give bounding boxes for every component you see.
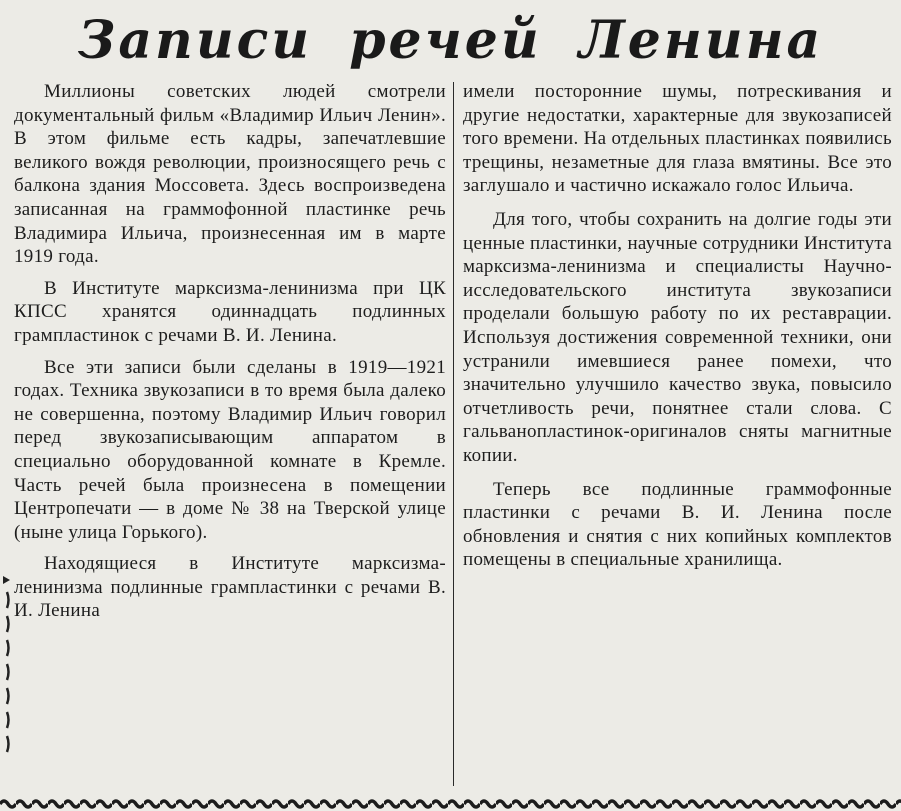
article-column-left	[14, 80, 446, 623]
paragraph: Все эти записи были сделаны в 1919—1921 годах. Техника звукозаписи в то время была далеко не совершенна, поэтому Владимир Ильич говорил перед звукозаписывающим аппаратом в специально оборудованной комнате в Кремле. Часть речей была произнесена в помещении Центропечати — в доме № 38 на Тверской улице (ныне улица Горького).	[14, 356, 446, 543]
column-divider	[453, 82, 454, 786]
paragraph: В Институте марксизма-ленинизма при ЦК КПСС хранятся одиннадцать подлинных грампластинок с речами В. И. Ленина.	[14, 277, 446, 346]
paragraph: имели посторонние шумы, потрескивания и другие недостатки, характерные для звукозаписей того времени. На отдельных пластинках появились трещины, незаметные для глаза вмятины. Все это заглушало и частично искажало голос Ильича.	[463, 81, 892, 197]
paragraph: Теперь все подлинные граммофонные пластинки с речами В. И. Ленина после обновления и снятия с них копийных комплектов помещены в специальные хранилища.	[463, 478, 892, 571]
decorative-border	[0, 795, 901, 811]
margin-decoration	[2, 574, 11, 764]
paragraph: Для того, чтобы сохранить на долгие годы эти ценные пластинки, научные сотрудники Института марксизма-ленинизма и специалисты Научно-исследовательского института звукозаписи проделали большую работу по их реставрации. Используя достижения современной техники, они устранили имевшиеся ранее помехи, что значительно улучшило качество звука, повысило отчетливость речи, понятнее стали слова. С гальванопластинок-оригиналов сняты магнитные копии.	[463, 208, 892, 466]
paragraph: Находящиеся в Институте марксизма-ленинизма подлинные грампластинки с речами В. И. Ленина	[14, 553, 446, 622]
article-column-right	[463, 80, 892, 572]
paragraph: Миллионы советских людей смотрели документальный фильм «Владимир Ильич Ленин». В этом фильме есть кадры, запечатлевшие великого вождя революции, произносящего речь с балкона здания Моссовета. Здесь воспроизведена записанная на граммофонной пластинке речь Владимира Ильича, произнесенная им в марте 1919 года.	[14, 81, 446, 268]
article-title: Записи речей Ленина	[77, 10, 824, 71]
